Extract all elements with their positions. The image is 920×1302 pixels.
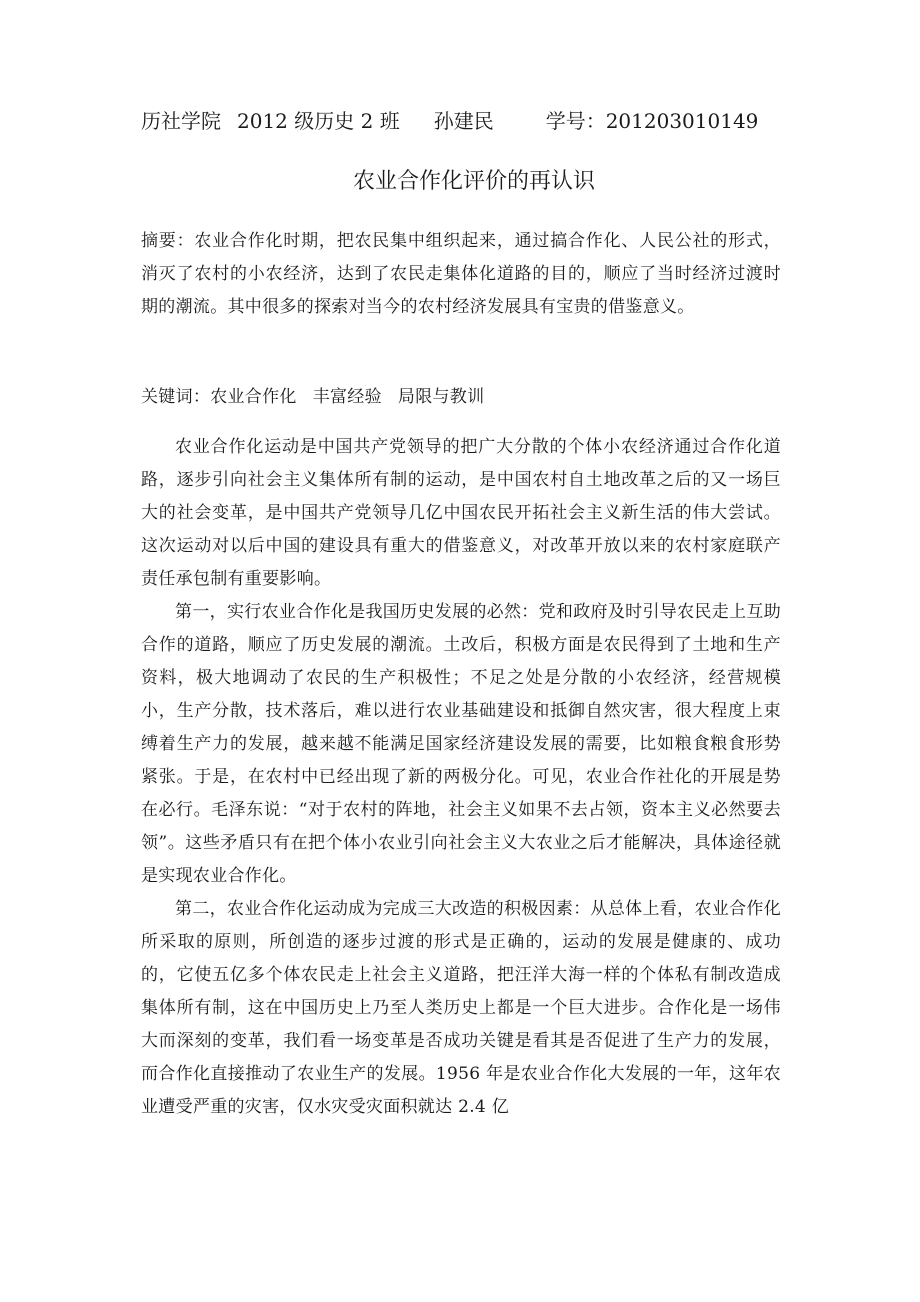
class-name: 2012 级历史 2 班 bbox=[237, 109, 400, 133]
college-name: 历社学院 bbox=[141, 109, 221, 133]
keyword-item: 农业合作化 bbox=[210, 387, 297, 407]
body-paragraph: 第一，实行农业合作化是我国历史发展的必然：党和政府及时引导农民走上互助合作的道路，顺应了历史发展的潮流。土改后，积极方面是农民得到了土地和生产资料，极大地调动了农民的生产积极性；不足之处是分散的小农经济，经营规模小，生产分散，技术落后，难以进行农业基础建设和抵御自然灾害，很大程度上束缚着生产力的发展，越来越不能满足国家经济建设发展的需要，比如粮食粮食形势紧张。于是，在农村中已经出现了新的两极分化。可见，农业合作社化的开展是势在必行。毛泽东说：“对于农村的阵地，社会主义如果不去占领，资本主义必然要去领”。这些矛盾只有在把个体小农业引向社会主义大农业之后才能解决，具体途径就是实现农业合作化。 bbox=[141, 602, 781, 886]
abstract: 摘要：农业合作化时期，把农民集中组织起来，通过搞合作化、人民公社的形式，消灭了农村的小农经济，达到了农民走集体化道路的目的，顺应了当时经济过渡时期的潮流。其中很多的探索对当今的农村经济发展具有宝贵的借鉴意义。 bbox=[141, 231, 781, 317]
keywords-label: 关键词： bbox=[141, 387, 211, 407]
author-header bbox=[141, 106, 758, 136]
author-name: 孙建民 bbox=[433, 109, 494, 133]
keyword-item: 丰富经验 bbox=[312, 387, 382, 407]
body-paragraph: 农业合作化运动是中国共产党领导的把广大分散的个体小农经济通过合作化道路，逐步引向社会主义集体所有制的运动，是中国农村自土地改革之后的又一场巨大的社会变革，是中国共产党领导几亿中国农民开拓社会主义新生活的伟大尝试。这次运动对以后中国的建设具有重大的借鉴意义，对改革开放以来的农村家庭联产责任承包制有重要影响。 bbox=[141, 437, 781, 589]
body-paragraph: 第二，农业合作化运动成为完成三大改造的积极因素：从总体上看，农业合作化所采取的原则，所创造的逐步过渡的形式是正确的，运动的发展是健康的、成功的，它使五亿多个体农民走上社会主义道路，把汪洋大海一样的个体私有制改造成集体所有制，这在中国历史上乃至人类历史上都是一个巨大进步。合作化是一场伟大而深刻的变革，我们看一场变革是否成功关键是看其是否促进了生产力的发展，而合作化直接推动了农业生产的发展。1956 年是农业合作化大发展的一年，这年农业遭受严重的灾害，仅水灾受灾面积就达 2.4 亿 bbox=[141, 899, 781, 1117]
body-text bbox=[141, 431, 781, 1124]
student-id: 学号：201203010149 bbox=[545, 109, 759, 133]
keyword-item: 局限与教训 bbox=[397, 387, 485, 407]
document-title: 农业合作化评价的再认识 bbox=[352, 169, 595, 194]
keywords bbox=[141, 381, 781, 414]
